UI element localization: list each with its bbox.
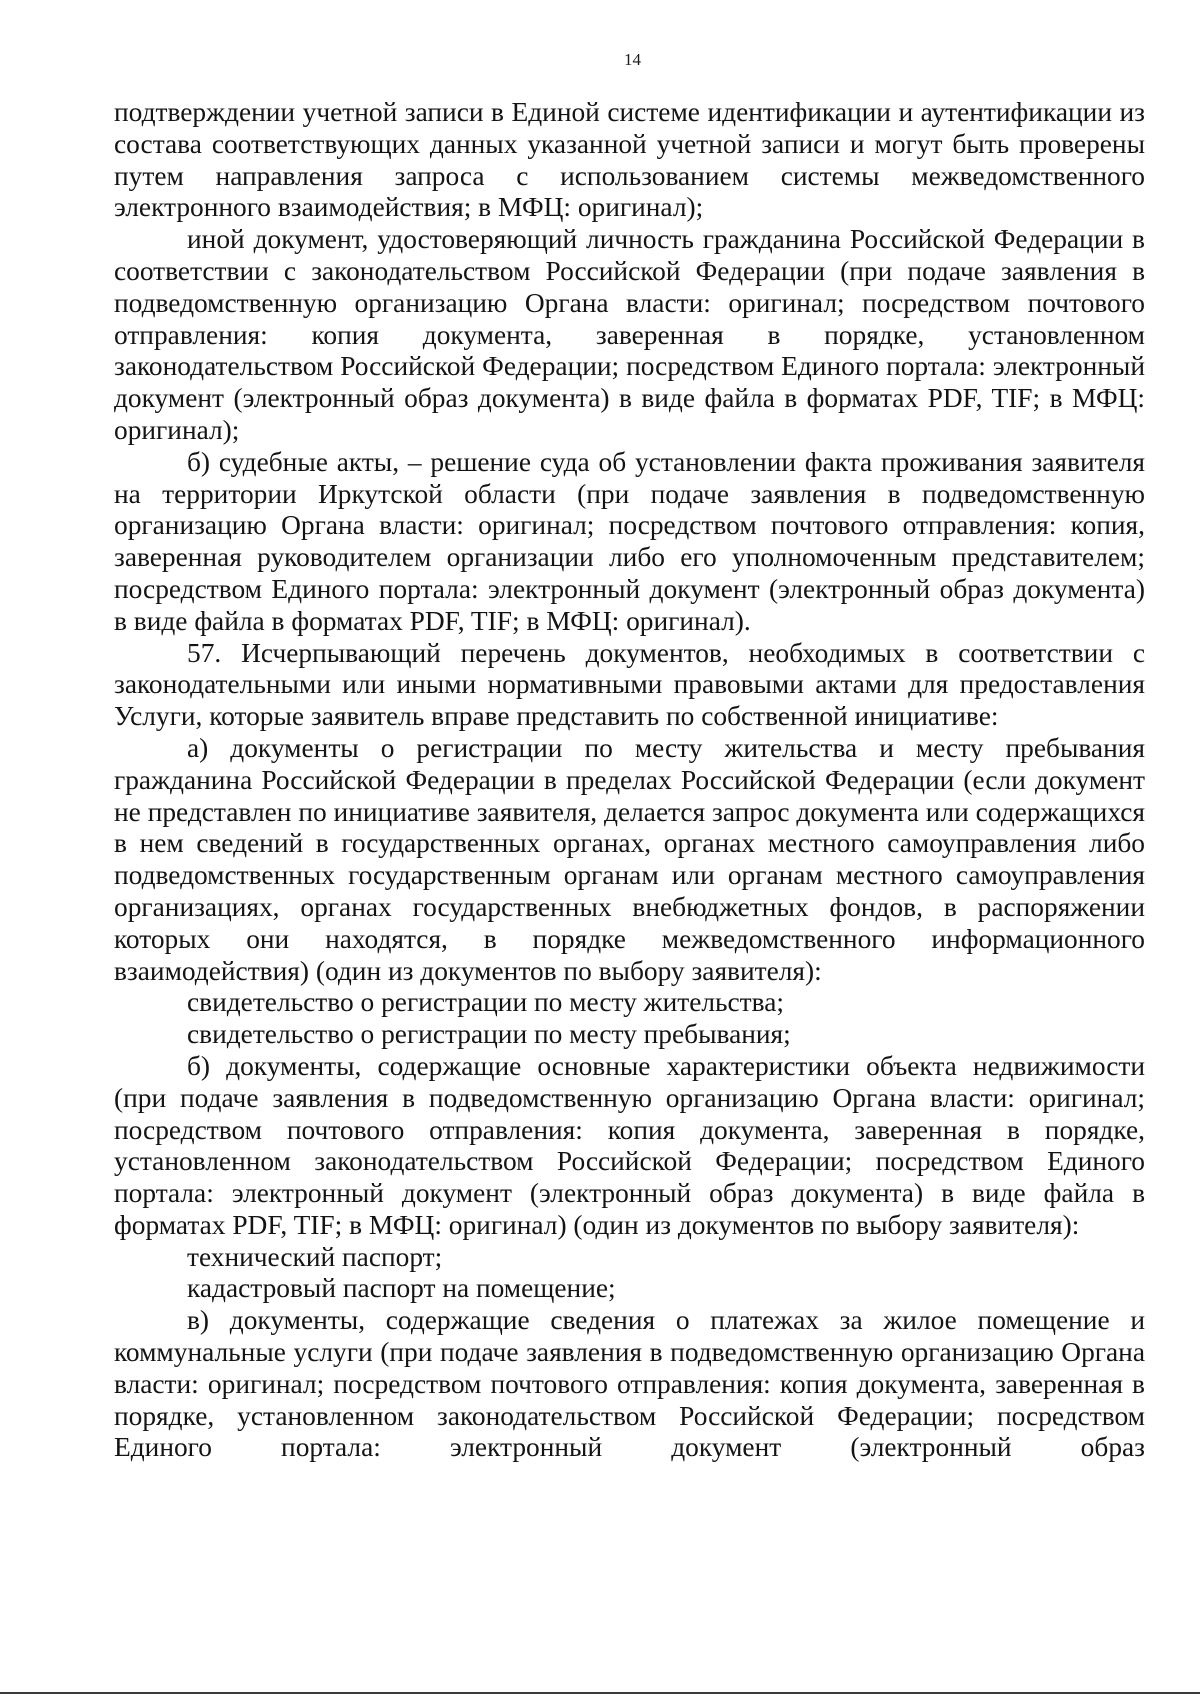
list-item-technical-passport: технический паспорт; — [187, 1241, 443, 1272]
paragraph-property-documents: б) документы, содержащие основные характеристики объекта недвижимости (при подаче заявления в подведомственную организацию Органа власти: оригинал; посредством почтового отправления: копия документа, заверенная в порядке, установленном законодательством Российской Федерации; посредством Единого портала: электронный документ (электронный образ документа) в виде файла в форматах PDF, TIF; в МФЦ: оригинал) (один из документов по выбору заявителя): — [114, 1050, 1145, 1240]
paragraph-continuation: подтверждении учетной записи в Единой системе идентификации и аутентификации из состава соответствующих данных указанной учетной записи и могут быть проверены путем направления запроса с использованием системы межведомственного электронного взаимодействия; в МФЦ: оригинал); — [114, 97, 1145, 223]
paragraph-registration-documents: а) документы о регистрации по месту жительства и месту пребывания гражданина Российской Федерации в пределах Российской Федерации (если документ не представлен по инициативе заявителя, делается запрос документа или содержащихся в нем сведений в государственных органах, органах местного самоуправления либо подведомственных государственным органам или органам местного самоуправления организациях, органах государственных внебюджетных фондов, в распоряжении которых они находятся, в порядке межведомственного информационного взаимодействия) (один из документов по выбору заявителя): — [114, 732, 1145, 986]
page-number: 14 — [624, 50, 641, 69]
list-item-residence-certificate: свидетельство о регистрации по месту жительства; — [187, 987, 784, 1018]
document-body — [114, 97, 1145, 1464]
paragraph-payment-documents: в) документы, содержащие сведения о платежах за жилое помещение и коммунальные услуги (при подаче заявления в подведомственную организацию Органа власти: оригинал; посредством почтового отправления: копия документа, заверенная в порядке, установленном законодательством Российской Федерации; посредством Единого портала: электронный документ (электронный образ — [114, 1305, 1145, 1463]
list-item-stay-certificate: свидетельство о регистрации по месту пребывания; — [187, 1019, 791, 1050]
paragraph-item-57: 57. Исчерпывающий перечень документов, необходимых в соответствии с законодательными или иными нормативными правовыми актами для предоставления Услуги, которые заявитель вправе представить по собственной инициативе: — [114, 637, 1145, 732]
scan-bottom-edge-line — [0, 1692, 1200, 1694]
paragraph-court-acts: б) судебные акты, – решение суда об установлении факта проживания заявителя на территории Иркутской области (при подаче заявления в подведомственную организацию Органа власти: оригинал; посредством почтового отправления: копия, заверенная руководителем организации либо его уполномоченным представителем; посредством Единого портала: электронный документ (электронный образ документа) в виде файла в форматах PDF, TIF; в МФЦ: оригинал). — [114, 446, 1145, 636]
list-item-cadastral-passport: кадастровый паспорт на помещение; — [187, 1273, 616, 1304]
paragraph-other-identity-document: иной документ, удостоверяющий личность гражданина Российской Федерации в соответствии с законодательством Российской Федерации (при подаче заявления в подведомственную организацию Органа власти: оригинал; посредством почтового отправления: копия документа, заверенная в порядке, установленном законодательством Российской Федерации; посредством Единого портала: электронный документ (электронный образ документа) в виде файла в форматах PDF, TIF; в МФЦ: оригинал); — [114, 224, 1145, 445]
